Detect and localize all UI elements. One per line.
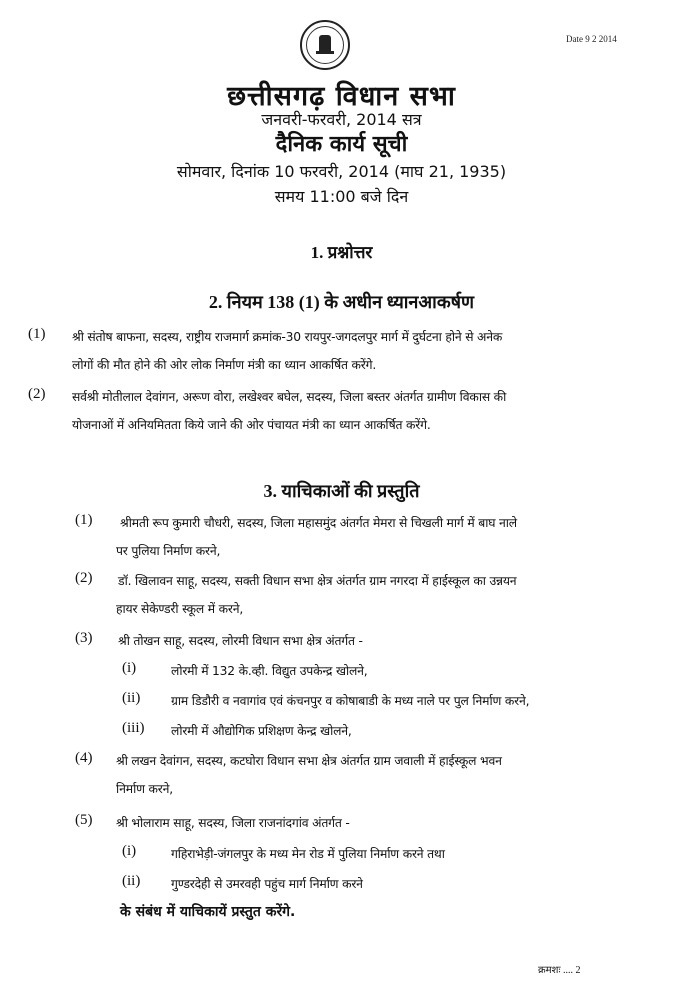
list-item-line: सर्वश्री मोतीलाल देवांगन, अरूण वोरा, लखेश्वर बघेल, सदस्य, जिला बस्तर अंतर्गत ग्रामीण विकास की xyxy=(72,390,507,404)
item-number: (3) xyxy=(75,630,93,646)
continued-page-marker: क्रमशः .... 2 xyxy=(538,965,581,976)
list-item-line: लोगों की मौत होने की ओर लोक निर्माण मंत्री का ध्यान आकर्षित करेंगे. xyxy=(72,358,377,372)
section-3-heading: 3. याचिकाओं की प्रस्तुति xyxy=(263,481,420,501)
item-number: (1) xyxy=(75,512,93,528)
list-item-line: निर्माण करने, xyxy=(116,782,173,796)
section-1-heading: 1. प्रश्नोत्तर xyxy=(310,243,373,262)
item-number: (2) xyxy=(75,570,93,586)
section-2-heading: 2. नियम 138 (1) के अधीन ध्यानआकर्षण xyxy=(208,292,475,312)
agenda-title: दैनिक कार्य सूची xyxy=(275,132,408,157)
closing-line: के संबंध में याचिकायें प्रस्तुत करेंगे. xyxy=(120,904,296,920)
sub-item-number: (ii) xyxy=(122,690,141,706)
sub-item-number: (i) xyxy=(122,660,137,676)
session-label: जनवरी-फरवरी, 2014 सत्र xyxy=(261,110,422,129)
sub-item-text: गहिराभेड़ी-जंगलपुर के मध्य मेन रोड में पुलिया निर्माण करने तथा xyxy=(171,847,445,861)
sub-item-number: (iii) xyxy=(122,720,145,736)
list-item-line: श्रीमती रूप कुमारी चौधरी, सदस्य, जिला महासमुंद अंतर्गत मेमरा से चिखली मार्ग में बाघ नाले xyxy=(120,516,517,530)
sub-item-text: लोरमी में औद्योगिक प्रशिक्षण केन्द्र खोलने, xyxy=(171,724,352,738)
list-item-line: श्री तोखन साहू, सदस्य, लोरमी विधान सभा क्षेत्र अंतर्गत - xyxy=(118,634,363,648)
list-item-line: श्री संतोष बाफना, सदस्य, राष्ट्रीय राजमार्ग क्रमांक-30 रायपुर-जगदलपुर मार्ग में दुर्घटना होने से अनेक xyxy=(72,330,503,344)
sub-item-text: गुण्डरदेही से उमरवही पहुंच मार्ग निर्माण करने xyxy=(171,877,363,891)
date-line: सोमवार, दिनांक 10 फरवरी, 2014 (माघ 21, 1935) xyxy=(176,162,507,181)
sub-item-text: लोरमी में 132 के.व्ही. विद्युत उपकेन्द्र खोलने, xyxy=(171,664,368,678)
list-item-line: श्री लखन देवांगन, सदस्य, कटघोरा विधान सभा क्षेत्र अंतर्गत ग्राम जवाली में हाईस्कूल भवन xyxy=(116,754,502,768)
item-number: (1) xyxy=(28,326,46,342)
assembly-seal-logo xyxy=(300,20,350,70)
item-number: (2) xyxy=(28,386,46,402)
document-title: छत्तीसगढ़ विधान सभा xyxy=(227,81,456,112)
list-item-line: योजनाओं में अनियमितता किये जाने की ओर पंचायत मंत्री का ध्यान आकर्षित करेंगे. xyxy=(72,418,431,432)
time-line: समय 11:00 बजे दिन xyxy=(274,187,409,206)
list-item-line: श्री भोलाराम साहू, सदस्य, जिला राजनांदगांव अंतर्गत - xyxy=(116,816,350,830)
list-item-line: डॉ. खिलावन साहू, सदस्य, सक्ती विधान सभा क्षेत्र अंतर्गत ग्राम नगरदा में हाईस्कूल का उन्नयन xyxy=(118,574,517,588)
item-number: (5) xyxy=(75,812,93,828)
emblem-icon xyxy=(319,35,331,53)
item-number: (4) xyxy=(75,750,93,766)
sub-item-text: ग्राम डिडौरी व नवागांव एवं कंचनपुर व कोषाबाडी के मध्य नाले पर पुल निर्माण करने, xyxy=(171,694,530,708)
sub-item-number: (i) xyxy=(122,843,137,859)
sub-item-number: (ii) xyxy=(122,873,141,889)
list-item-line: पर पुलिया निर्माण करने, xyxy=(116,544,221,558)
document-date: Date 9 2 2014 xyxy=(566,34,617,44)
list-item-line: हायर सेकेण्डरी स्कूल में करने, xyxy=(116,602,244,616)
